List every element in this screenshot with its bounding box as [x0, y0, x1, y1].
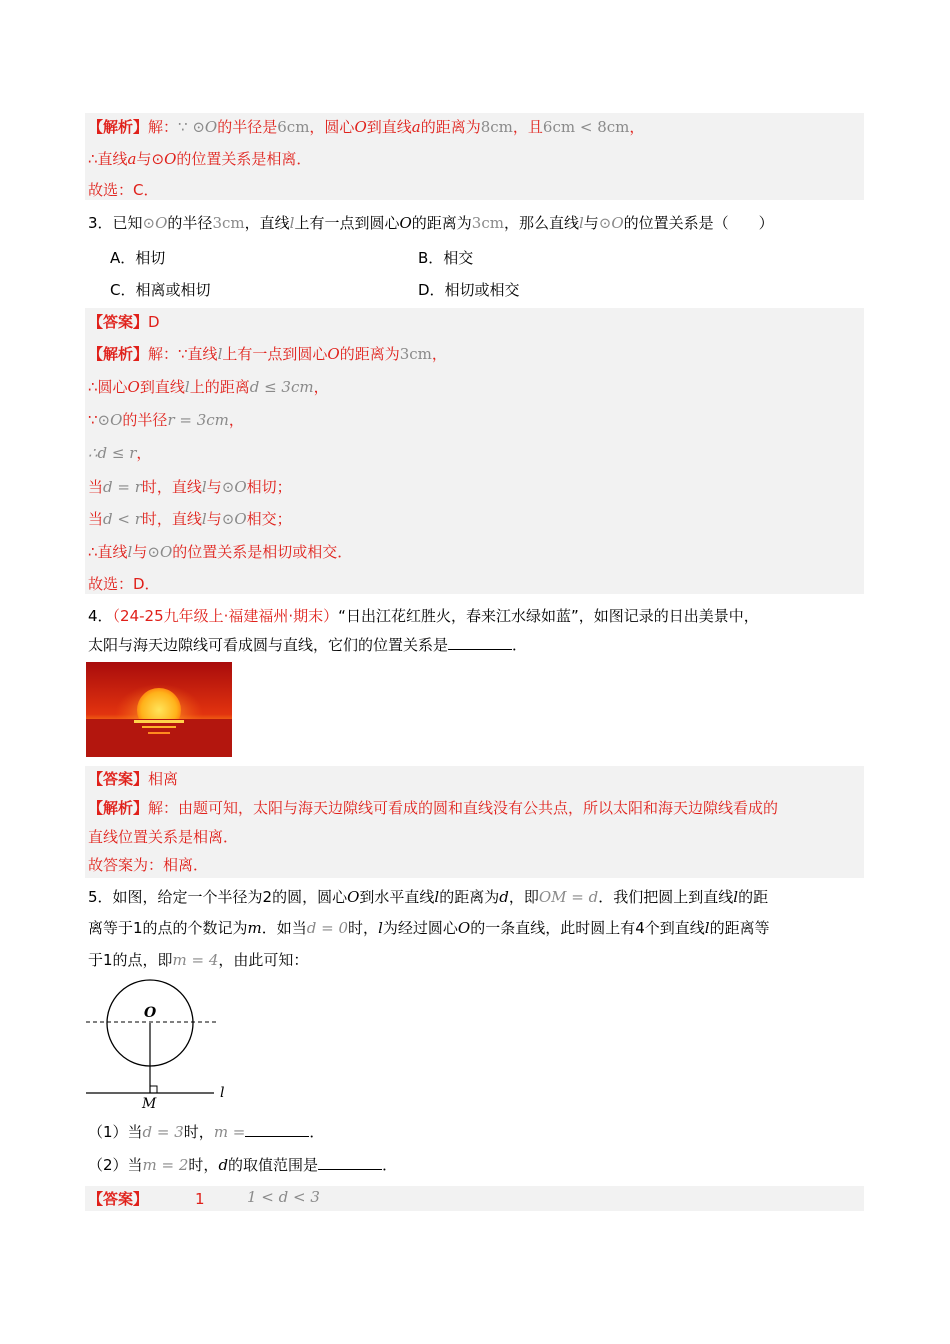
- label-m: M: [142, 1096, 157, 1110]
- q5-stem-line1: 5．如图，给定一个半径为2的圆，圆心O到水平直线l的距离为d，即OM = d．我们把圆上到直线l的距: [88, 888, 769, 906]
- q3-analysis-line4: ∴d ≤ r，: [88, 444, 152, 462]
- q5-answer-2: 1 < d < 3: [247, 1188, 320, 1206]
- q5-part1: （1）当d = 3时，m = ．: [88, 1123, 325, 1141]
- answer-blank: [448, 635, 512, 650]
- answer-blank: [245, 1122, 309, 1137]
- q4-stem-line2: 太阳与海天边隙线可看成圆与直线，它们的位置关系是 ．: [88, 636, 528, 654]
- q4-analysis-line2: 直线位置关系是相离．: [88, 828, 239, 846]
- q5-answer: 【答案】: [88, 1190, 149, 1208]
- sun-reflection-2: [142, 726, 176, 728]
- q2-analysis-line2: ∴直线a与⊙O的位置关系是相离．: [88, 150, 312, 168]
- q5-part2: （2）当m = 2时，d的取值范围是 ．: [88, 1156, 398, 1174]
- q3-stem: 3．已知⊙O的半径3cm，直线l上有一点到圆心O的距离为3cm，那么直线l与⊙O的位置关系是（ ）: [88, 214, 774, 232]
- q3-analysis-line8: 故选：D．: [88, 575, 160, 593]
- q5-stem-line2: 离等于1的点的个数记为m．如当d = 0时，l为经过圆心O的一条直线，此时圆上有4个到直线l的距离等: [88, 919, 770, 937]
- sun-reflection: [134, 720, 184, 723]
- circle-line-diagram: [84, 975, 234, 1110]
- sunrise-image: [86, 662, 232, 757]
- sun-reflection-3: [148, 732, 170, 734]
- q3-analysis-line2: ∴圆心O到直线l上的距离d ≤ 3cm，: [88, 378, 329, 396]
- q4-stem-line1: 4．（24-25九年级上·福建福州·期末）“日出江花红胜火，春来江水绿如蓝”，如图记录的日出美景中，: [88, 607, 759, 625]
- q3-analysis-line1: 【解析】解：∵直线l上有一点到圆心O的距离为3cm，: [88, 345, 447, 363]
- q5-answer-1: 1: [195, 1190, 205, 1208]
- sea: [86, 719, 232, 757]
- q2-analysis-line1: 【解析】解：∵ ⊙O的半径是6cm，圆心O到直线a的距离为8cm，且6cm < 8cm，: [88, 118, 645, 136]
- q4-analysis-line3: 故答案为：相离．: [88, 856, 209, 874]
- q3-analysis-line5: 当d = r时，直线l与⊙O相切；: [88, 478, 292, 496]
- q3-answer: 【答案】D: [88, 313, 160, 331]
- answer-blank: [318, 1155, 382, 1170]
- right-angle-mark: [150, 1086, 157, 1093]
- q3-option-a: A．相切: [110, 249, 166, 267]
- q3-option-d: D．相切或相交: [418, 281, 520, 299]
- q3-analysis-line7: ∴直线l与⊙O的位置关系是相切或相交．: [88, 543, 353, 561]
- q2-analysis-line3: 故选：C．: [88, 181, 159, 199]
- q5-stem-line3: 于1的点，即m = 4，由此可知：: [88, 951, 309, 969]
- q3-analysis-line6: 当d < r时，直线l与⊙O相交；: [88, 510, 292, 528]
- q3-option-c: C．相离或相切: [110, 281, 211, 299]
- label-l: l: [220, 1085, 225, 1101]
- q3-option-b: B．相交: [418, 249, 474, 267]
- q4-analysis-line1: 【解析】解：由题可知，太阳与海天边隙线可看成的圆和直线没有公共点，所以太阳和海天边隙线看成的: [88, 799, 779, 817]
- q4-answer: 【答案】相离: [88, 770, 179, 788]
- label-o: O: [144, 1005, 157, 1021]
- q3-analysis-line3: ∵⊙O的半径r = 3cm，: [88, 411, 244, 429]
